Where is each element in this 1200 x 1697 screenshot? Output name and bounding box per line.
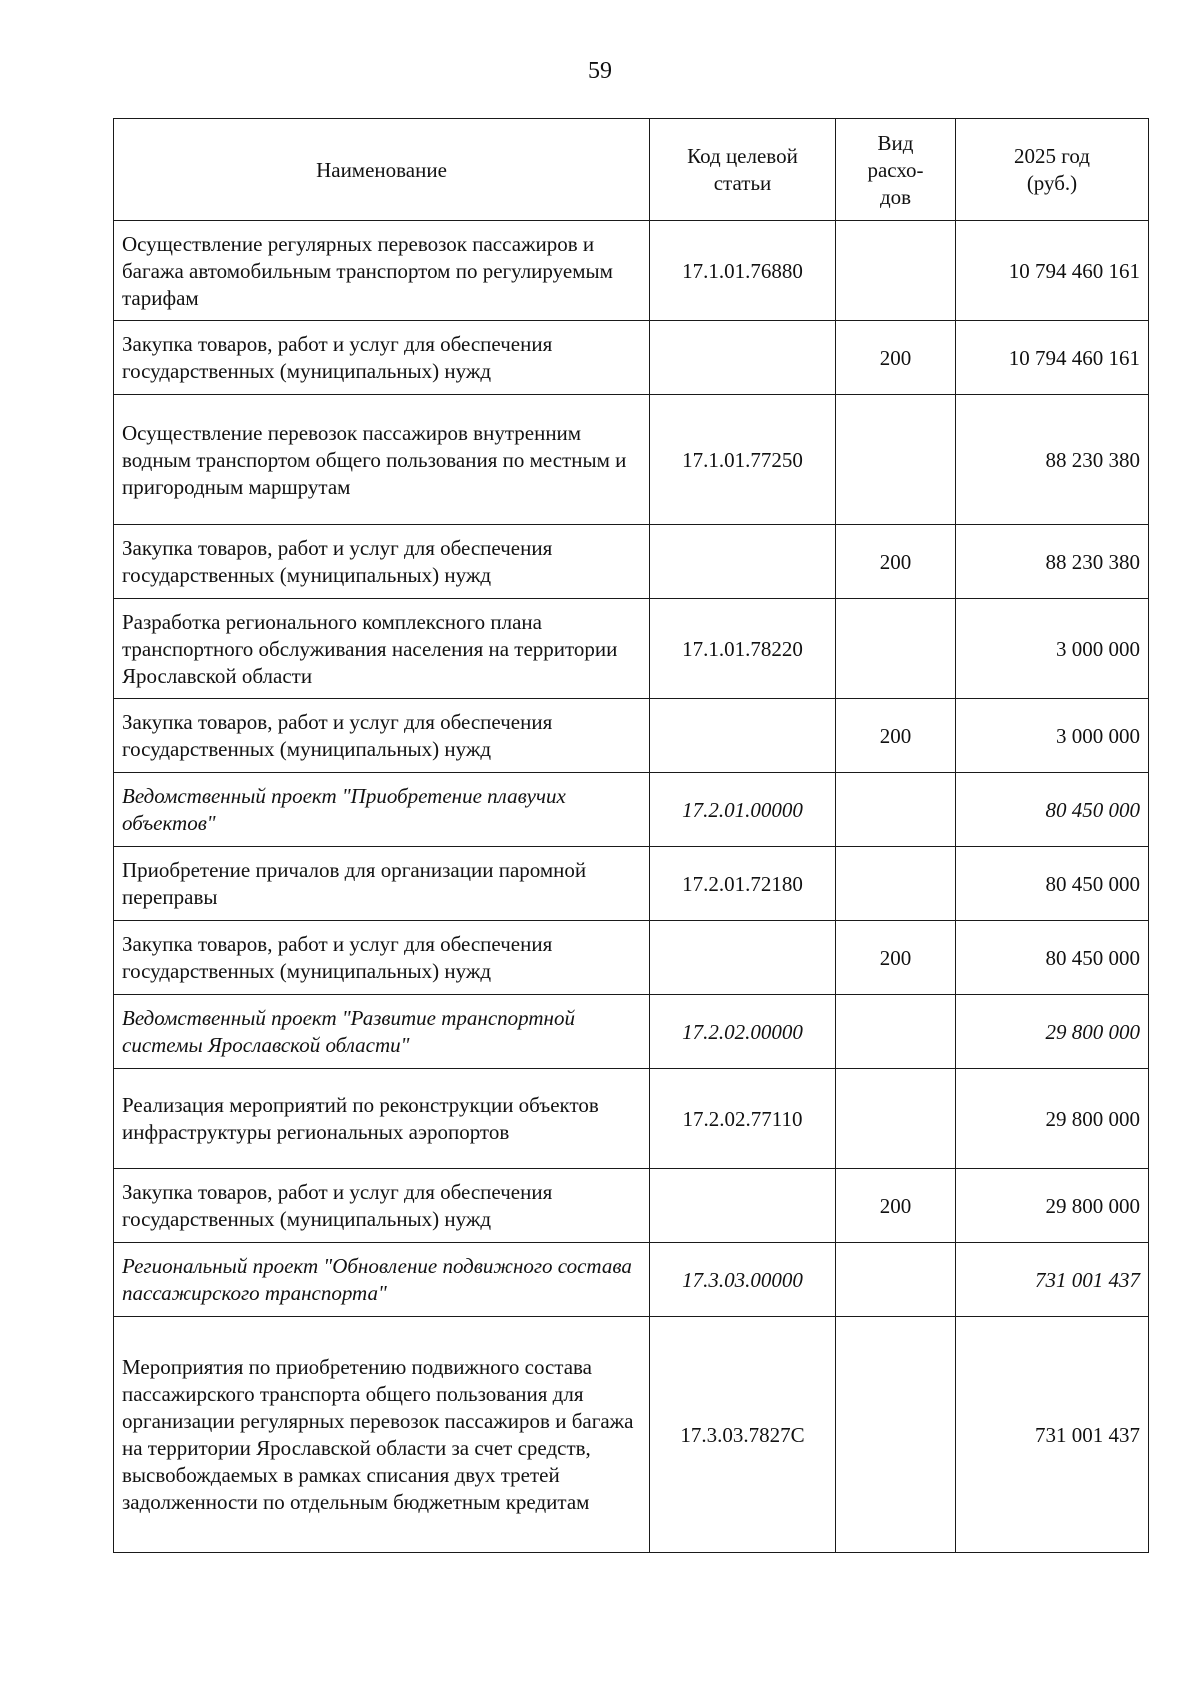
cell-amount: 29 800 000 — [956, 1069, 1149, 1169]
cell-amount: 29 800 000 — [956, 1169, 1149, 1243]
cell-code: 17.1.01.76880 — [650, 221, 836, 321]
cell-type — [836, 1317, 956, 1553]
cell-type: 200 — [836, 321, 956, 395]
header-code — [650, 119, 836, 221]
cell-code — [650, 699, 836, 773]
header-code-text: Код целевой статьи — [687, 144, 798, 195]
header-type — [836, 119, 956, 221]
cell-name: Приобретение причалов для организации паромной переправы — [114, 847, 650, 921]
page-number: 59 — [588, 58, 612, 84]
cell-name: Региональный проект "Обновление подвижного состава пассажирского транспорта" — [114, 1243, 650, 1317]
cell-amount: 80 450 000 — [956, 847, 1149, 921]
cell-amount: 10 794 460 161 — [956, 221, 1149, 321]
cell-type — [836, 221, 956, 321]
table-row — [114, 599, 1149, 699]
cell-type — [836, 599, 956, 699]
cell-code: 17.1.01.77250 — [650, 395, 836, 525]
cell-code: 17.1.01.78220 — [650, 599, 836, 699]
cell-code: 17.2.01.00000 — [650, 773, 836, 847]
cell-code — [650, 321, 836, 395]
cell-name: Закупка товаров, работ и услуг для обеспечения государственных (муниципальных) нужд — [114, 321, 650, 395]
cell-code: 17.2.02.00000 — [650, 995, 836, 1069]
table-row — [114, 1243, 1149, 1317]
cell-type — [836, 1069, 956, 1169]
cell-code — [650, 1169, 836, 1243]
cell-type: 200 — [836, 921, 956, 995]
cell-amount: 10 794 460 161 — [956, 321, 1149, 395]
cell-amount: 88 230 380 — [956, 395, 1149, 525]
table-row — [114, 921, 1149, 995]
cell-code: 17.2.02.77110 — [650, 1069, 836, 1169]
header-year — [956, 119, 1149, 221]
table-row — [114, 847, 1149, 921]
cell-amount: 3 000 000 — [956, 699, 1149, 773]
cell-amount: 731 001 437 — [956, 1243, 1149, 1317]
cell-name: Осуществление регулярных перевозок пассажиров и багажа автомобильным транспортом по регулируемым тарифам — [114, 221, 650, 321]
table-row — [114, 321, 1149, 395]
cell-name: Мероприятия по приобретению подвижного состава пассажирского транспорта общего пользования для организации регулярных перевозок пассажиров и багажа на территории Ярославской области за счет средств, высвобождаемых в рамках списания двух третей задолженности по отдельным бюджетным кредитам — [114, 1317, 650, 1553]
cell-amount: 731 001 437 — [956, 1317, 1149, 1553]
table-row — [114, 699, 1149, 773]
table-row — [114, 773, 1149, 847]
cell-name: Закупка товаров, работ и услуг для обеспечения государственных (муниципальных) нужд — [114, 699, 650, 773]
cell-code — [650, 525, 836, 599]
cell-type — [836, 1243, 956, 1317]
cell-code: 17.3.03.7827С — [650, 1317, 836, 1553]
cell-code — [650, 921, 836, 995]
table-row — [114, 395, 1149, 525]
table-body — [114, 221, 1149, 1553]
table-row — [114, 995, 1149, 1069]
cell-code: 17.2.01.72180 — [650, 847, 836, 921]
cell-amount: 88 230 380 — [956, 525, 1149, 599]
table-row — [114, 221, 1149, 321]
cell-name: Реализация мероприятий по реконструкции объектов инфраструктуры региональных аэропортов — [114, 1069, 650, 1169]
cell-name: Закупка товаров, работ и услуг для обеспечения государственных (муниципальных) нужд — [114, 1169, 650, 1243]
cell-type: 200 — [836, 1169, 956, 1243]
cell-amount: 80 450 000 — [956, 773, 1149, 847]
cell-code: 17.3.03.00000 — [650, 1243, 836, 1317]
table-row — [114, 1317, 1149, 1553]
cell-amount: 3 000 000 — [956, 599, 1149, 699]
cell-type: 200 — [836, 525, 956, 599]
cell-name: Разработка регионального комплексного плана транспортного обслуживания населения на территории Ярославской области — [114, 599, 650, 699]
cell-name: Закупка товаров, работ и услуг для обеспечения государственных (муниципальных) нужд — [114, 921, 650, 995]
budget-table — [113, 118, 1149, 1553]
header-type-text: Вид расхо-дов — [867, 130, 924, 209]
cell-name: Осуществление перевозок пассажиров внутренним водным транспортом общего пользования по местным и пригородным маршрутам — [114, 395, 650, 525]
header-year-text: 2025 год (руб.) — [1014, 144, 1090, 195]
table-row — [114, 1169, 1149, 1243]
cell-type — [836, 995, 956, 1069]
cell-type — [836, 847, 956, 921]
table-row — [114, 1069, 1149, 1169]
cell-name: Закупка товаров, работ и услуг для обеспечения государственных (муниципальных) нужд — [114, 525, 650, 599]
header-name: Наименование — [114, 119, 650, 221]
cell-amount: 29 800 000 — [956, 995, 1149, 1069]
table-row — [114, 525, 1149, 599]
cell-type — [836, 773, 956, 847]
cell-name: Ведомственный проект "Развитие транспортной системы Ярославской области" — [114, 995, 650, 1069]
cell-type: 200 — [836, 699, 956, 773]
table-header-row — [114, 119, 1149, 221]
cell-name: Ведомственный проект "Приобретение плавучих объектов" — [114, 773, 650, 847]
cell-amount: 80 450 000 — [956, 921, 1149, 995]
cell-type — [836, 395, 956, 525]
